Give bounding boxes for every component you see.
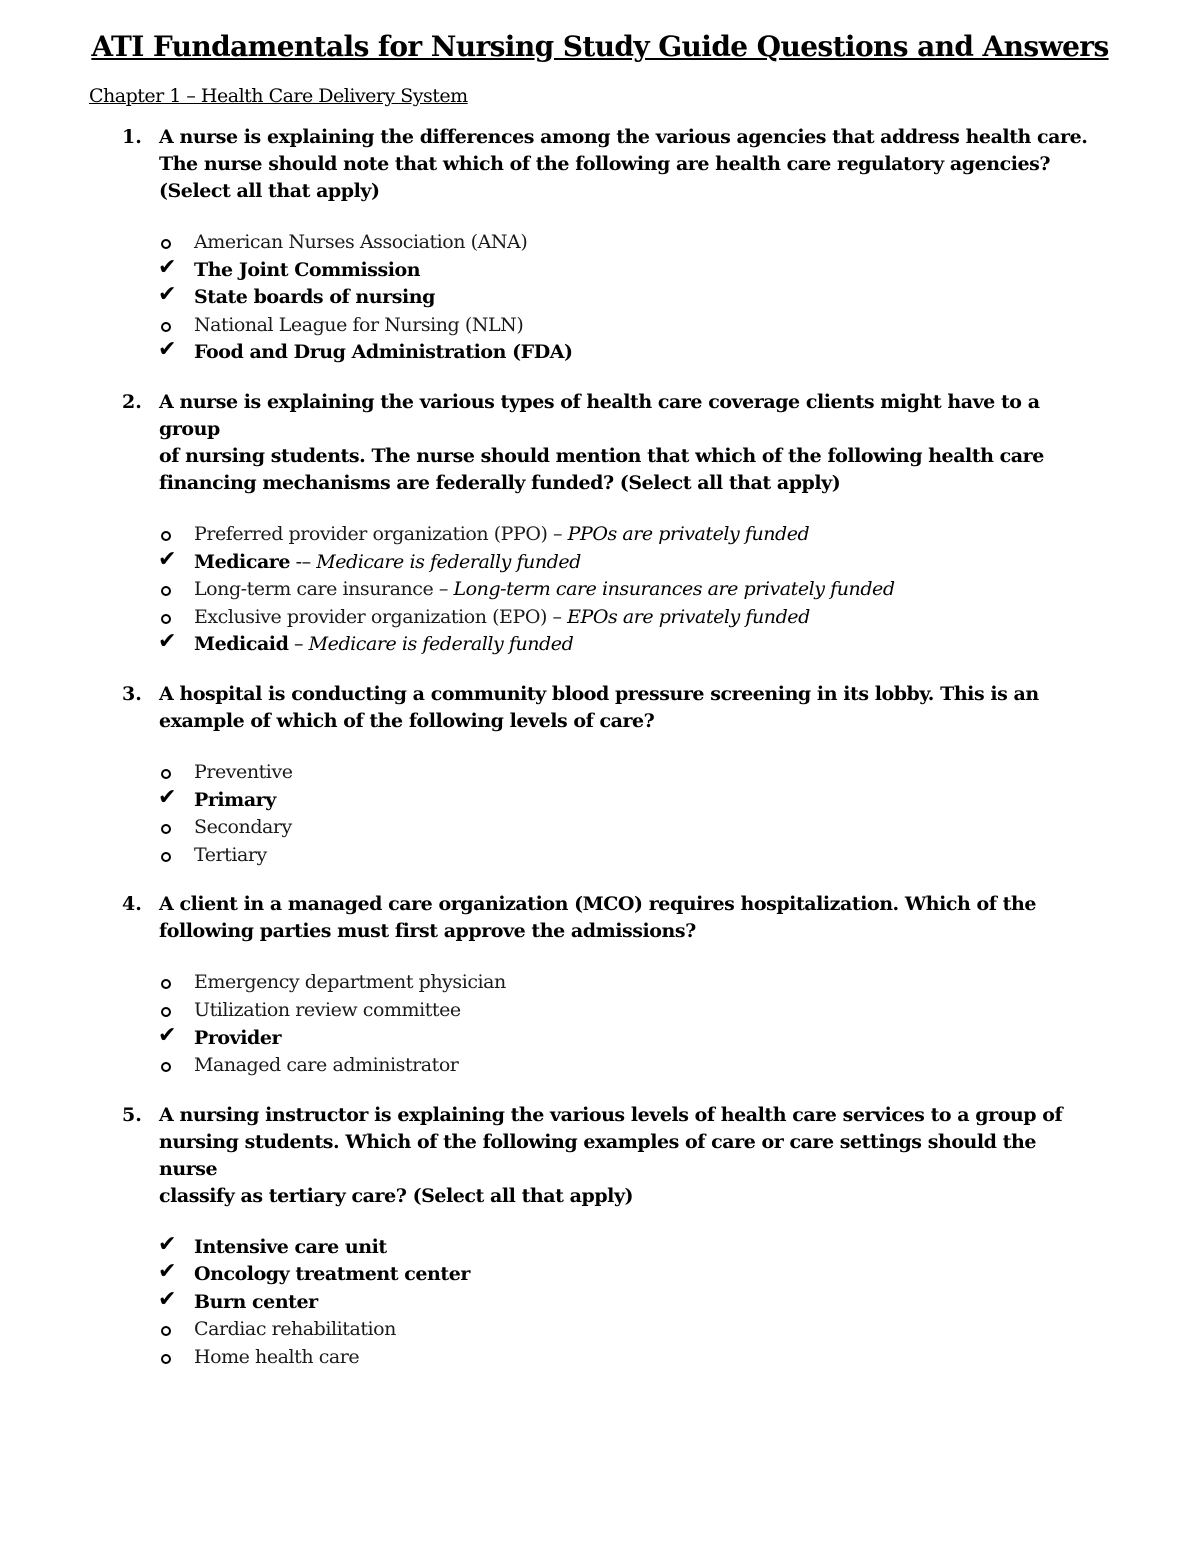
answer-option-text: Emergency department physician: [194, 971, 506, 994]
question-text: [159, 124, 1089, 205]
answer-option-text: Intensive care unit: [194, 1235, 387, 1258]
answer-option-text: Burn center: [194, 1290, 318, 1313]
answer-option-label: [194, 1289, 318, 1317]
check-icon: ✔: [158, 784, 176, 810]
answer-options: [0, 229, 1200, 367]
circle-bullet-icon: [158, 229, 182, 256]
question-text-line: example of which of the following levels of care?: [159, 709, 655, 732]
question-number: 2.: [122, 390, 142, 413]
answer-option: [0, 1022, 1200, 1053]
answer-option-text: The Joint Commission: [194, 258, 421, 281]
circle-bullet-icon: [158, 997, 182, 1024]
answer-option-label: [194, 842, 267, 870]
answer-option-label: [194, 1052, 458, 1080]
answer-option: [0, 997, 1200, 1025]
answer-option: [0, 814, 1200, 842]
question-item: [0, 1102, 1200, 1372]
answer-option-label: [194, 339, 573, 367]
question-number: 3.: [122, 682, 142, 705]
answer-option-label: [194, 549, 581, 577]
question-item: [0, 124, 1200, 367]
answer-option: [0, 1231, 1200, 1262]
circle-bullet-icon: [158, 1316, 182, 1343]
answer-rationale: Medicare is federally funded: [316, 550, 581, 573]
answer-options: [0, 759, 1200, 869]
check-icon: ✔: [158, 629, 176, 655]
answer-option-label: [194, 787, 276, 815]
answer-option: [0, 1052, 1200, 1080]
answer-option-text: Cardiac rehabilitation: [194, 1318, 396, 1341]
question-text: [159, 389, 1089, 497]
answer-option-label: [194, 312, 523, 340]
answer-option-text: American Nurses Association (ANA): [194, 231, 528, 253]
chapter-heading: Chapter 1 – Health Care Delivery System: [89, 85, 468, 107]
answer-option-text: Preventive: [194, 760, 293, 783]
question-text-line: A nursing instructor is explaining the various levels of health care services to a group of: [159, 1103, 1063, 1126]
question-text-line: nursing students. Which of the following examples of care or care settings should the nurse: [159, 1130, 1036, 1180]
question-number: 1.: [122, 126, 142, 148]
answer-options: [0, 969, 1200, 1079]
answer-option-text: Home health care: [194, 1346, 360, 1369]
answer-option: [0, 576, 1200, 604]
circle-bullet-icon: [158, 576, 182, 603]
answer-option: [0, 284, 1200, 312]
check-icon: ✔: [158, 254, 176, 280]
answer-option-label: [194, 969, 506, 997]
answer-rationale: Long-term care insurances are privately funded: [453, 578, 895, 601]
question-text: [159, 681, 1089, 735]
answer-option-text: Exclusive provider organization (EPO) –: [194, 605, 568, 628]
answer-option-text: Oncology treatment center: [194, 1263, 470, 1286]
answer-rationale: Medicare is federally funded: [308, 633, 574, 656]
question-list: [0, 124, 1200, 1372]
answer-option: [0, 1316, 1200, 1344]
answer-option: [0, 339, 1200, 367]
question-number: 5.: [122, 1103, 142, 1126]
answer-option-text: Tertiary: [194, 843, 267, 866]
circle-bullet-icon: [158, 969, 182, 996]
answer-option-label: [194, 997, 461, 1025]
check-icon: ✔: [158, 1259, 176, 1285]
answer-option-text: Medicaid: [194, 633, 289, 656]
answer-option-text: Primary: [194, 788, 276, 811]
answer-option-label: [194, 631, 573, 659]
circle-bullet-icon: [158, 842, 182, 869]
answer-option: [0, 969, 1200, 997]
question-text-line: A hospital is conducting a community blood pressure screening in its lobby. This is an: [159, 682, 1039, 705]
question-text: [159, 1102, 1089, 1210]
check-icon: ✔: [158, 546, 176, 572]
answer-option: [0, 1286, 1200, 1317]
circle-bullet-icon: [158, 1052, 182, 1079]
document-title: ATI Fundamentals for Nursing Study Guide Questions and Answers: [91, 30, 1109, 63]
answer-option-label: [194, 1316, 396, 1344]
answer-option-label: [194, 1261, 470, 1289]
check-icon: ✔: [158, 1231, 176, 1257]
circle-bullet-icon: [158, 521, 182, 548]
circle-bullet-icon: [158, 604, 182, 631]
question-text: [159, 891, 1089, 945]
answer-rationale: EPOs are privately funded: [567, 605, 810, 628]
answer-option-label: [194, 759, 293, 787]
question-text-line: following parties must first approve the admissions?: [159, 920, 696, 943]
answer-option-separator: –: [288, 633, 309, 656]
answer-option-separator: -–: [290, 550, 317, 573]
answer-option: [0, 842, 1200, 870]
answer-option-label: [194, 814, 292, 842]
question-text-line: financing mechanisms are federally funded? (Select all that apply): [159, 471, 841, 494]
answer-option: [0, 759, 1200, 787]
question-text-line: classify as tertiary care? (Select all that apply): [159, 1184, 634, 1207]
answer-option-text: Medicare: [194, 550, 291, 573]
answer-rationale: PPOs are privately funded: [567, 522, 810, 545]
question-text-line: The nurse should note that which of the following are health care regulatory agencies?: [159, 153, 1051, 175]
answer-option-label: [194, 576, 895, 604]
answer-option: [0, 1344, 1200, 1372]
answer-option: [0, 631, 1200, 659]
answer-option-label: [194, 1025, 281, 1053]
answer-option-text: State boards of nursing: [194, 286, 435, 309]
question-text-line: A client in a managed care organization (MCO) requires hospitalization. Which of the: [159, 893, 1036, 916]
answer-options: [0, 521, 1200, 659]
question-text-line: A nurse is explaining the differences among the various agencies that address health care.: [159, 126, 1088, 148]
check-icon: ✔: [158, 337, 176, 363]
answer-option-text: Long-term care insurance –: [194, 578, 454, 601]
answer-option-label: [194, 604, 810, 632]
circle-bullet-icon: [158, 1344, 182, 1371]
answer-option: [0, 784, 1200, 815]
question-text-line: A nurse is explaining the various types of health care coverage clients might have to a group: [159, 390, 1040, 440]
answer-option-text: Preferred provider organization (PPO) –: [194, 522, 568, 545]
question-item: [0, 389, 1200, 659]
check-icon: ✔: [158, 1286, 176, 1312]
answer-option-label: [194, 521, 809, 549]
answer-option: [0, 254, 1200, 285]
answer-option: [0, 521, 1200, 549]
check-icon: ✔: [158, 282, 176, 308]
answer-option-label: [194, 229, 527, 257]
answer-option: [0, 312, 1200, 340]
answer-option-label: [194, 1234, 387, 1262]
answer-option-text: Managed care administrator: [194, 1054, 459, 1077]
answer-option: [0, 546, 1200, 577]
answer-option: [0, 604, 1200, 632]
question-item: [0, 681, 1200, 869]
question-item: [0, 891, 1200, 1079]
answer-option-label: [194, 284, 435, 312]
circle-bullet-icon: [158, 312, 182, 339]
answer-option: [0, 1261, 1200, 1289]
question-number: 4.: [122, 893, 142, 916]
answer-option-text: Provider: [194, 1026, 282, 1049]
answer-option-text: Food and Drug Administration (FDA): [194, 341, 573, 364]
question-text-line: (Select all that apply): [159, 180, 380, 202]
answer-option-text: National League for Nursing (NLN): [194, 313, 524, 336]
check-icon: ✔: [158, 1022, 176, 1048]
answer-option-label: [194, 1344, 359, 1372]
answer-option: [0, 229, 1200, 257]
question-text-line: of nursing students. The nurse should mention that which of the following health care: [159, 444, 1044, 467]
answer-option-label: [194, 257, 420, 285]
answer-option-text: Secondary: [194, 816, 292, 839]
answer-options: [0, 1231, 1200, 1372]
circle-bullet-icon: [158, 814, 182, 841]
circle-bullet-icon: [158, 759, 182, 786]
answer-option-text: Utilization review committee: [194, 998, 461, 1021]
